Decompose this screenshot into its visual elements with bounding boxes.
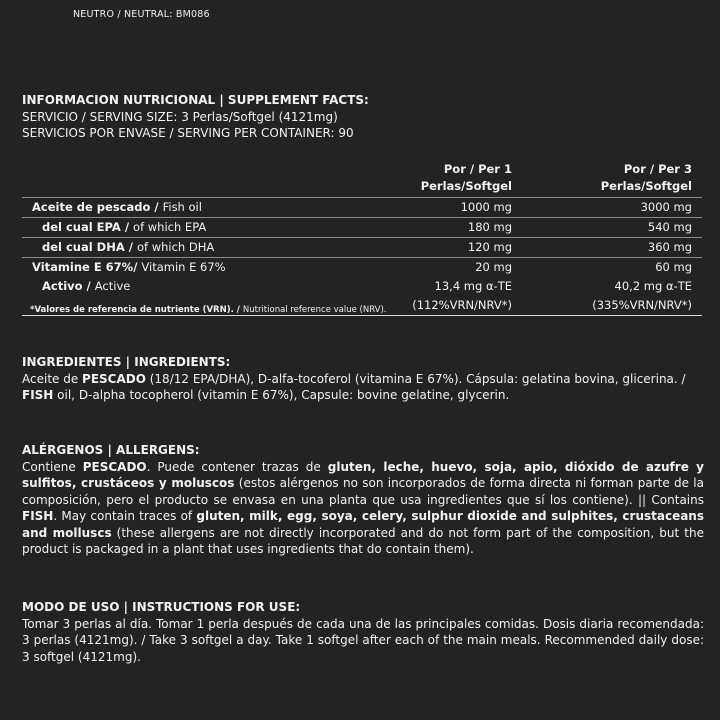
table-row-active: Activo / Active 13,4 mg α-TE 40,2 mg α-TE [42, 279, 692, 293]
ingredients-section [22, 354, 704, 404]
nutrition-table [22, 159, 702, 316]
supplement-facts-section [22, 92, 704, 142]
table-header [22, 159, 702, 197]
allergens-section [22, 442, 704, 558]
table-row-vrn: (112%VRN/NRV*) (335%VRN/NRV*) [412, 298, 692, 312]
col2-header: Por / Per 3 Perlas/Softgel [600, 162, 692, 193]
table-bottom-rule [22, 315, 702, 316]
ingredients-text: Aceite de PESCADO (18/12 EPA/DHA), D-alfa-tocoferol (vitamina E 67%). Cápsula: gelatina bovina, glicerina. / FISH oil, D-alpha tocopherol (vitamin E 67%), Capsule: bovine gelatine, glycerin. [22, 371, 686, 402]
servings-per-container: SERVICIOS POR ENVASE / SERVING PER CONTAINER: 90 [22, 126, 354, 140]
usage-text: Tomar 3 perlas al día. Tomar 1 perla después de cada una de las principales comidas. Dosis diaria recomendada: 3 perlas (4121mg). / Take 3 softgel a day. Take 1 softgel after each of the main meals. Recommended daily dose: 3 softgel (4121mg). [22, 616, 704, 664]
ingredients-title: INGREDIENTES | INGREDIENTS: [22, 355, 231, 369]
allergens-text: Contiene PESCADO. Puede contener trazas de gluten, leche, huevo, soja, apio, dióxido de azufre y sulfitos, crustáceos y moluscos (estos alérgenos no son incorporados de forma directa ni forman parte de la composición, pero el producto se envasa en una planta que usa ingredientes que sí los contiene). || Contains FISH. May contain traces of gluten, milk, egg, soya, celery, sulphur dioxide and sulphites, crustaceans and molluscs (these allergens are not directly incorporated and do not form part of the composition, but the product is packaged in a plant that uses ingredients that do contain them). [22, 459, 704, 556]
allergens-title: ALÉRGENOS | ALLERGENS: [22, 443, 200, 457]
col1-header: Por / Per 1 Perlas/Softgel [420, 162, 512, 193]
product-code: NEUTRO / NEUTRAL: BM086 [73, 9, 210, 20]
table-row-dha: del cual DHA / of which DHA 120 mg 360 mg [22, 238, 702, 258]
serving-size: SERVICIO / SERVING SIZE: 3 Perlas/Softgel (4121mg) [22, 109, 338, 124]
usage-section [22, 599, 704, 665]
facts-title: INFORMACION NUTRICIONAL | SUPPLEMENT FACTS: [22, 93, 369, 107]
table-row-epa: del cual EPA / of which EPA 180 mg 540 mg [22, 218, 702, 238]
table-footnote: *Valores de referencia de nutriente (VRN). / Nutritional reference value (NRV). [30, 305, 387, 315]
usage-title: MODO DE USO | INSTRUCTIONS FOR USE: [22, 600, 301, 614]
table-row-fish-oil: Aceite de pescado / Fish oil 1000 mg 3000 mg [22, 197, 702, 218]
table-row-vitamin-e: Vitamine E 67%/ Vitamin E 67% 20 mg 60 mg [32, 260, 692, 274]
